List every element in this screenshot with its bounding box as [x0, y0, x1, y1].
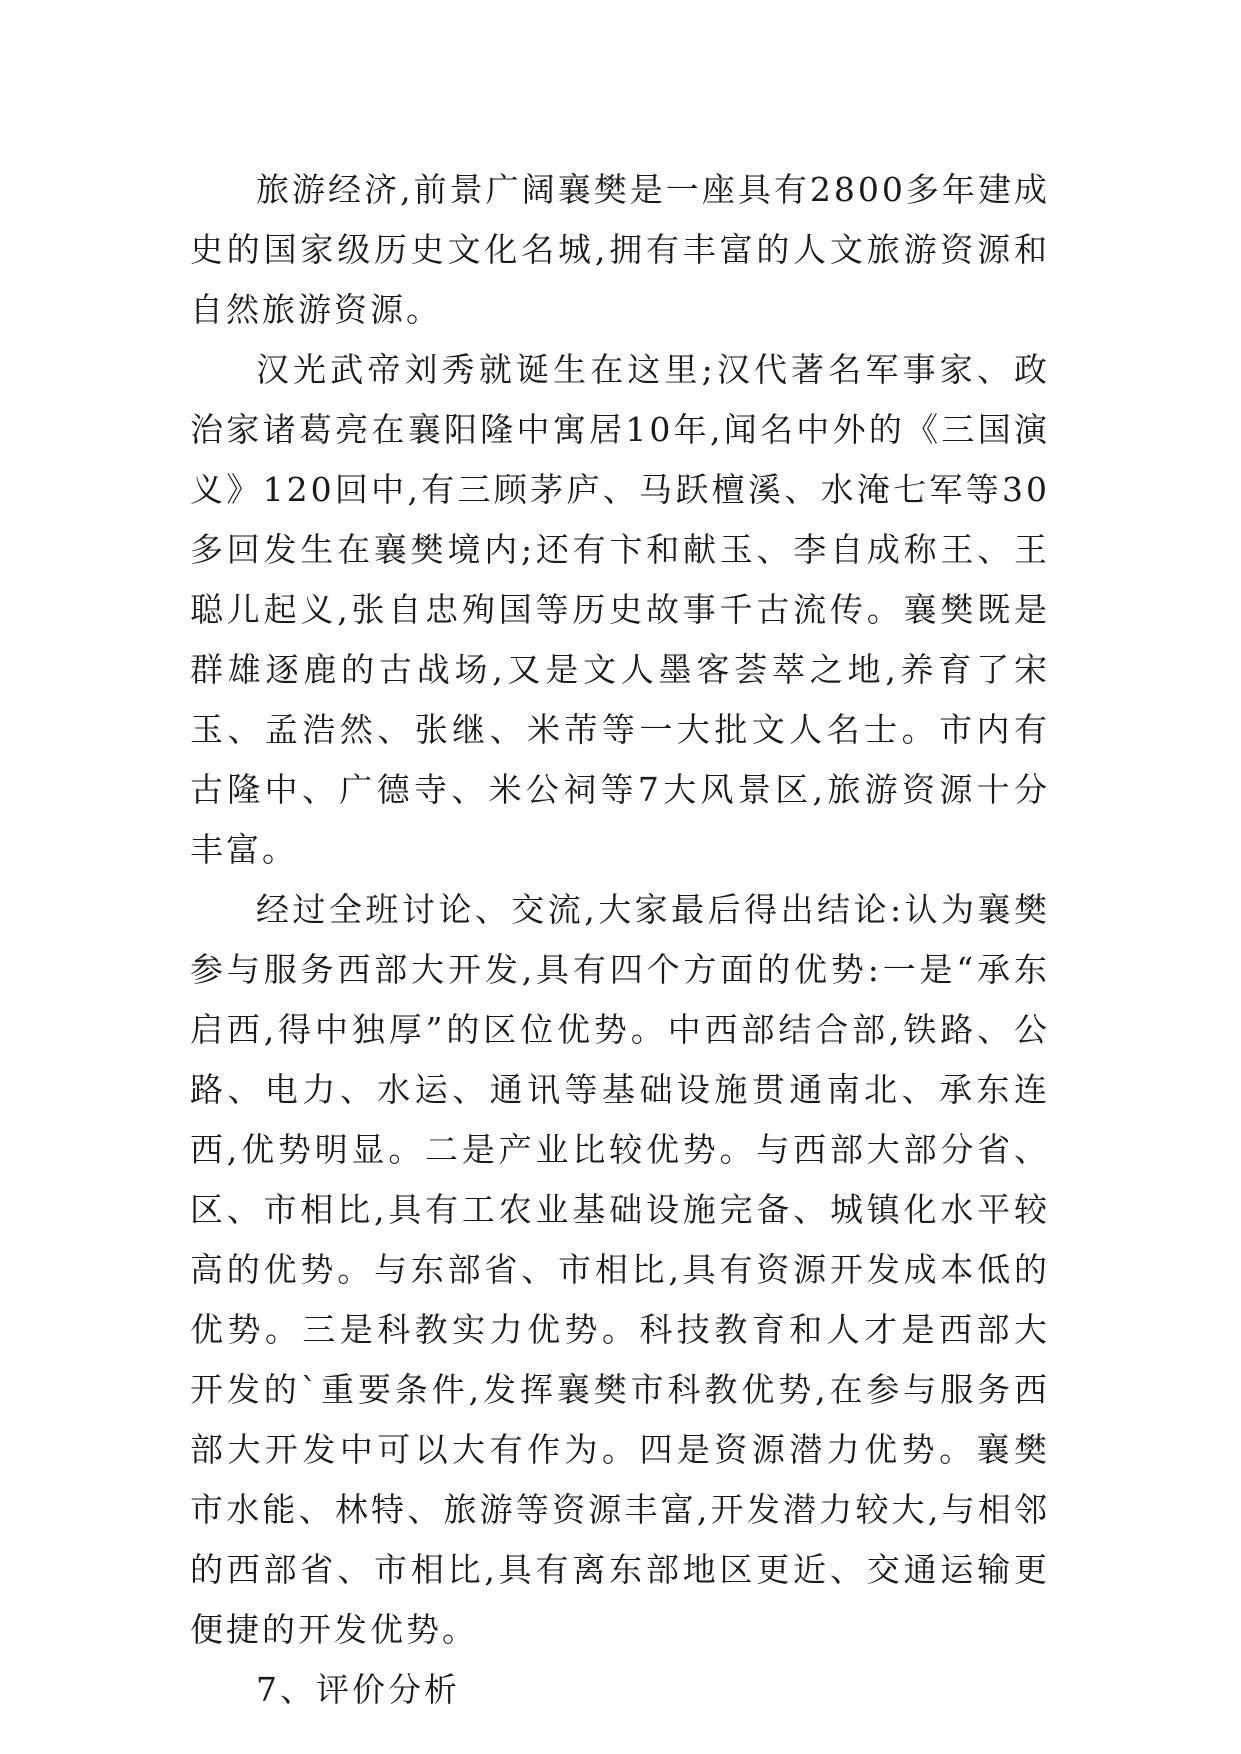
section-heading-evaluation: 7、评价分析 — [256, 1670, 460, 1709]
paragraph-advantages: 经过全班讨论、交流,大家最后得出结论:认为襄樊参与服务西部大开发,具有四个方面的优势:一是“承东启西,得中独厚”的区位优势。中西部结合部,铁路、公路、电力、水运、通讯等基础设施贯通南北、承东连西,优势明显。二是产业比较优势。与西部大部分省、区、市相比,具有工农业基础设施完备、城镇化水平较高的优势。与东部省、市相比,具有资源开发成本低的优势。三是科教实力优势。科技教育和人才是西部大开发的`重要条件,发挥襄樊市科教优势,在参与服务西部大开发中可以大有作为。四是资源潜力优势。襄樊市水能、林特、旅游等资源丰富,开发潜力较大,与相邻的西部省、市相比,具有离东部地区更近、交通运输更便捷的开发优势。 — [190, 890, 1050, 1649]
document-body — [190, 160, 1050, 1720]
paragraph-tourism-economy: 旅游经济,前景广阔襄樊是一座具有2800多年建成史的国家级历史文化名城,拥有丰富的人文旅游资源和自然旅游资源。 — [190, 170, 1050, 329]
paragraph-history: 汉光武帝刘秀就诞生在这里;汉代著名军事家、政治家诸葛亮在襄阳隆中寓居10年,闻名中外的《三国演义》120回中,有三顾茅庐、马跃檀溪、水淹七军等30多回发生在襄樊境内;还有卞和献玉、李自成称王、王聪儿起义,张自忠殉国等历史故事千古流传。襄樊既是群雄逐鹿的古战场,又是文人墨客荟萃之地,养育了宋玉、孟浩然、张继、米芾等一大批文人名士。市内有古隆中、广德寺、米公祠等7大风景区,旅游资源十分丰富。 — [190, 350, 1050, 869]
